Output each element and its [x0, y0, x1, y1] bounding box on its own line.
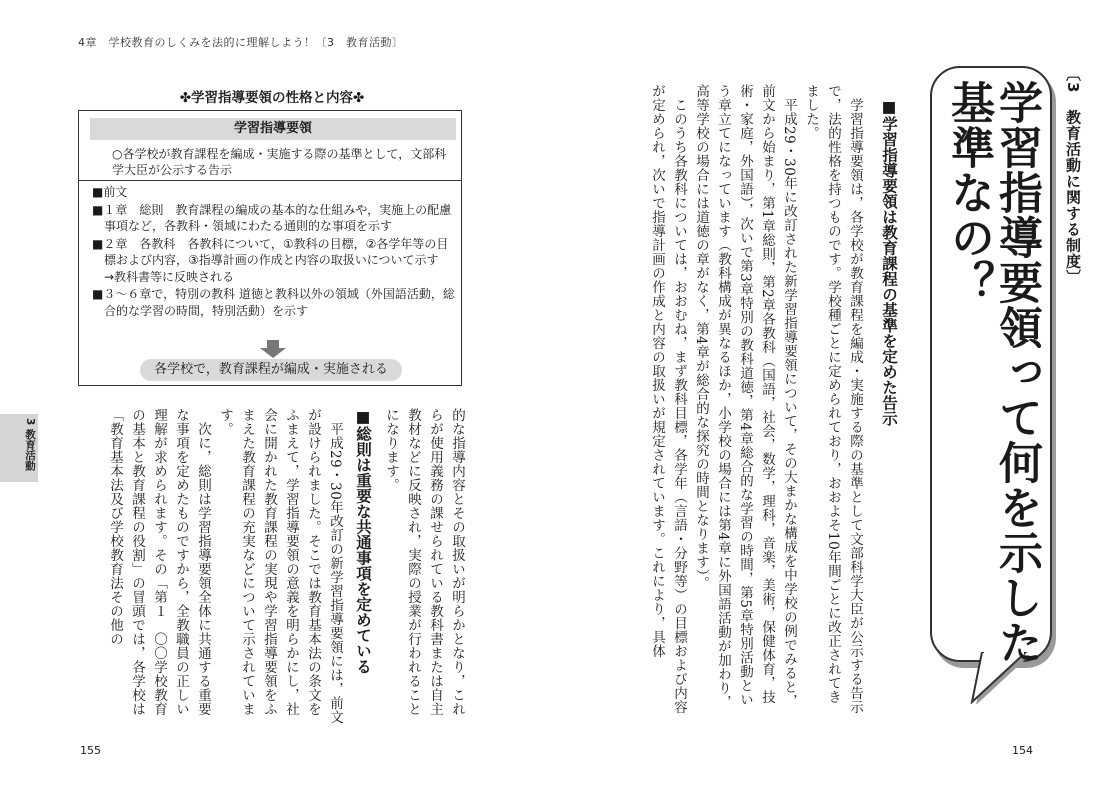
left-paragraph: 次に，総則は学習指導要領全体に共通する重要な事項を定めたものですから，全教職員の正しい理解が求められます。その「第１ 〇〇学校教育の基本と教育課程の役割」の冒頭では，各学校は「教育基本法及び学校教育法その他の [107, 408, 211, 716]
down-arrow-icon [258, 340, 288, 358]
right-paragraph: 学習指導要領は，各学校が教育課程を編成・実施する際の基準として文部科学大臣が公示する告示で，法的性格を持つものです。学校種ごとに定められており，おおよそ10年間ごとに改正されてきました。 [803, 84, 863, 714]
figure-list-item: ■２章 各教科 各教科について，①教科の目標，②各学年等の目標および内容，③指導計画の作成と内容の取扱いについて示す →教科書等に反映される [92, 236, 451, 284]
figure-list-item: ■３～６章で，特別の教科 道徳と教科以外の領域（外国語活動，総合的な学習の時間，特別活動）を示す [92, 287, 455, 318]
left-paragraph: 平成29・30年改訂の新学習指導要領には，前文が設けられました。そこでは教育基本法の条文をふまえて，学習指導要領の意義を明らかにし，社会に開かれた教育課程の実現や学習指導要領をふまえた教育課程の充実などについて示されています。 [217, 408, 343, 724]
bubble-title: 学習指導要領って何を示した基準なの？ [943, 80, 1042, 665]
figure-divider [78, 180, 462, 181]
figure-list-item: ■前文 [92, 185, 128, 199]
page-number-left: 155 [80, 744, 101, 757]
running-header: 4章 学校教育のしくみを法的に理解しよう！〔3 教育活動〕 [78, 36, 404, 49]
figure-definition: ○各学校が教育課程を編成・実施する際の基準として，文部科学大臣が公示する告示 [112, 147, 447, 177]
left-section-heading: ■総則は重要な共通事項を定めている [354, 408, 372, 674]
left-continuation: 的な指導内容とその取扱いが明らかとなり，これらが使用義務の課せられている教科書または自主教材などに反映され，実際の授業が行われることになります。 [383, 408, 465, 716]
figure-box-heading: 学習指導要領 [90, 118, 456, 140]
figure-result: 各学校で，教育課程が編成・実施される [140, 359, 402, 381]
figure-list-item: ■１章 総則 教育課程の編成の基本的な仕組みや，実施上の配慮事項など，各教科・領域にわたる通則的な事項を示す [92, 202, 452, 233]
right-paragraph: このうち各教科については，おおむね，まず教科目標，各学年（言語・分野等）の目標および内容が定められ，次いで指導計画の作成と内容の取扱いが規定されています。これにより，具体 [649, 84, 687, 714]
page-number-right: 154 [1012, 744, 1033, 757]
right-paragraph: 平成29・30年に改訂された新学習指導要領について，その大まかな構成を中学校の例でみると，前文から始まり，第1章総則，第2章各教科（国語，社会，数学，理科，音楽，美術，保健体育，技術・家庭，外国語），次いで第3章特別の教科道徳，第4章総合的な学習の時間，第5章特別活動という章立てになっています（教科構成が異なるほか，小学校の場合には第4章に外国語活動が加わり，高等学校の場合には道徳の章がなく，第4章が総合的な探究の時間となります）。 [693, 84, 797, 710]
figure-title: ✤学習指導要領の性格と内容✤ [179, 90, 365, 106]
chapter-tag: 〔3 教育活動に関する制度〕 [1064, 66, 1082, 286]
figure-list [92, 184, 456, 320]
right-page-body [636, 84, 866, 714]
side-tab-label: 3 教育活動 [24, 418, 36, 471]
right-section-heading: ■学習指導要領は教育課程の基準を定めた告示 [880, 98, 898, 426]
left-page-body [80, 408, 468, 724]
